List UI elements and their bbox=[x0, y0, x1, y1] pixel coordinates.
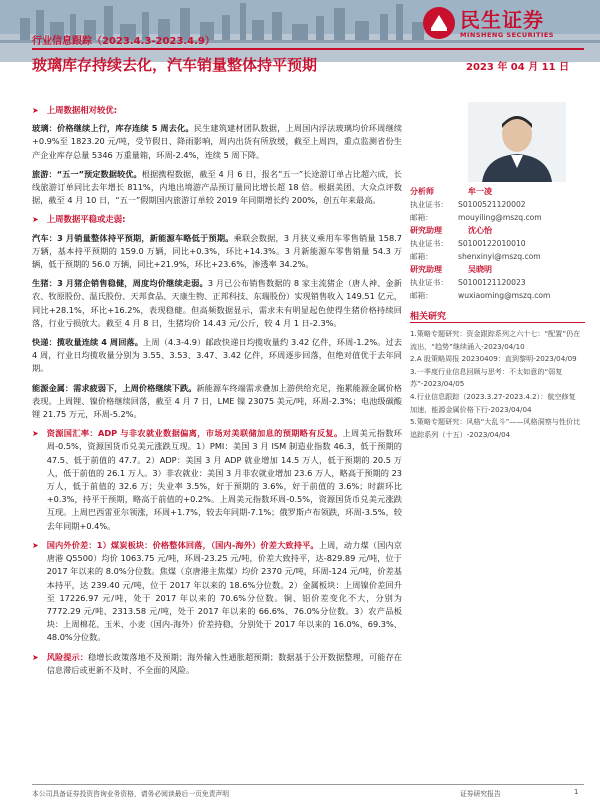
para-lead: 生猪：3 月猪企销售稳健，周度均价继续走弱。 bbox=[32, 278, 208, 289]
analyst-panel bbox=[410, 185, 585, 302]
bullet-item bbox=[32, 539, 402, 645]
cert-number: S0100521120002 bbox=[458, 200, 526, 209]
report-tag: 行业信息跟踪（2023.4.3-2023.4.9） bbox=[32, 36, 215, 47]
logo-text-en: MINSHENG SECURITIES bbox=[460, 31, 554, 39]
analyst-photo bbox=[468, 102, 566, 182]
related-research-title: 相关研究 bbox=[410, 312, 447, 322]
paragraph bbox=[32, 232, 402, 272]
bullet-body: 上周美元指数环周-0.5%，资源国货币兑美元涨跌互现。1）PMI：美国 3 月 ISM 制造业指数 46.3，低于预期的 47.5、低于前值的 47.7。2）ADP：美国 3 月 ADP 就业增加 14.5 万人，低于预期的 20.5 万人，低于前值的 26.1 万人。3）非农就业：美国 3 月非农就业增加 23.6 万人，略高于预期的 23 万人，低于前值的 32.6 万；失业率 3.5%，好于预期的 3.6%，好于前值的 3.6%；时薪环比+0.3%，持平于预期，略高于前值的+0.2%。上周美元指数环周-0.5%，资源国货币兑美元涨跌互现。上周巴西雷亚尔领涨，环周+1.7%，较去年同期-7.1%；俄罗斯卢布领跌，环周-3.5%，较去年同期+0.4%。 bbox=[46, 428, 402, 531]
bullet-item bbox=[32, 651, 402, 677]
related-research-item[interactable]: 2.A 股策略周报 20230409：直到黎明-2023/04/09 bbox=[410, 354, 577, 364]
section-heading bbox=[32, 104, 402, 117]
related-divider bbox=[410, 322, 585, 323]
logo-mark-icon bbox=[422, 6, 456, 40]
related-research-item[interactable]: 1.策略专题研究：资金跟踪系列之六十七：“配置”仍在流出，“趋势”继续涌入-2023/04/10 bbox=[410, 329, 581, 351]
arrow-right-icon: ➤ bbox=[32, 215, 39, 225]
analyst-name: 沈心怡 bbox=[468, 226, 492, 235]
para-lead: 旅游：“五一”预定数据较优。 bbox=[32, 168, 142, 179]
para-lead: 能源金属：需求疲弱下，上周价格继续下跌。 bbox=[32, 382, 197, 393]
section-title: 上周数据相对较优: bbox=[46, 105, 118, 115]
related-research-list bbox=[410, 328, 582, 441]
report-date: 2023 年 04 月 11 日 bbox=[466, 62, 570, 73]
email-label: 邮箱： bbox=[410, 291, 433, 300]
email-link[interactable]: mouyiling@mszq.com bbox=[458, 213, 542, 222]
paragraph bbox=[32, 382, 402, 422]
paragraph bbox=[32, 168, 402, 208]
email-link[interactable]: shenxinyi@mszq.com bbox=[458, 252, 541, 261]
analyst-role: 研究助理 bbox=[410, 226, 442, 235]
bullet-item bbox=[32, 427, 402, 533]
main-content bbox=[32, 98, 402, 683]
para-body: 民生建筑建材团队数据，上周国内浮法玻璃均价环周继续+0.9%至 1823.20 元/吨，受节假日、降雨影响，周内出货有所放缓，截至上周四，重点监测省份生产企业库存总量 5346 万重量箱，环周-2.4%，连续 5 周下降。 bbox=[32, 123, 402, 160]
footer-disclaimer: 本公司具备证券投资咨询业务资格，请务必阅读最后一页免责声明 bbox=[32, 790, 230, 798]
para-lead: 玻璃：价格继续上行，库存连续 5 周去化。 bbox=[32, 123, 194, 134]
page-number: 1 bbox=[574, 788, 579, 796]
para-body: 3 月已公布销售数据的 8 家主流猪企（唐人神、金新农、牧原股份、温氏股份、天邦食品、天康生物、正邦科技、东瑞股份）实现销售收入 149.51 亿元，同比+28.1%，环比+16.2%，表现稳健。但高频数据显示，需求未有明显起色使得生猪价格持续回落，行业亏损放大。截至 4 月 8 日，生猪均价 14.43 元/公斤，较 4 月 1 日-2.3%。 bbox=[32, 278, 402, 328]
para-lead: 快递：揽收量连续 4 周回落。 bbox=[32, 337, 144, 348]
arrow-right-icon: ➤ bbox=[32, 429, 39, 439]
related-research-item[interactable]: 5.策略专题研究：风格“大乱斗”——风格洞察与性价比追踪系列（十五）-2023/04/04 bbox=[410, 417, 581, 439]
para-body: 上周（4.3-4.9）邮政快递日均揽收量约 3.42 亿件，环周-1.2%。过去 4 周，行业日均揽收量分别为 3.55、3.53、3.47、3.42 亿件，环周逐步回落，但绝对值优于去年同期。 bbox=[32, 337, 403, 374]
para-body: 新能源车终端需求叠加上游供给充足，拖累能源金属价格表现。上周锂、镍价格继续回落，截至 4 月 7 日，LME 镍 23075 美元/吨，环周-2.3%；电池级碳酸锂 21.75 万元，环周-5.2%。 bbox=[32, 382, 402, 420]
arrow-right-icon: ➤ bbox=[32, 106, 39, 115]
analyst-block bbox=[410, 263, 585, 302]
avatar bbox=[468, 102, 566, 182]
section-title: 上周数据平稳或走弱: bbox=[46, 214, 126, 225]
analyst-role: 分析师 bbox=[410, 187, 434, 196]
section-heading bbox=[32, 213, 402, 226]
footer-report-type: 证券研究报告 bbox=[460, 790, 501, 798]
email-label: 邮箱： bbox=[410, 213, 433, 222]
analyst-name: 牟一凌 bbox=[468, 187, 492, 196]
analyst-role: 研究助理 bbox=[410, 265, 442, 274]
email-link[interactable]: wuxiaoming@mszq.com bbox=[458, 291, 551, 300]
logo-text-cn: 民生证券 bbox=[460, 8, 544, 32]
para-body: 根据携程数据，截至 4 月 6 日，报名“五一”长途游订单占比超六成，长线旅游订单同比去年增长 811%，内地出境游产品预订量同比增长超 18 倍。根据美团、大众点评数据，截至 4 月 10 日，“五一”假期国内旅游订单较 2019 年同期增长约 200%，创五年来最高。 bbox=[32, 168, 402, 206]
cert-number: S0100122010010 bbox=[458, 239, 526, 248]
bullet-lead: 国内外价差：1）煤炭板块：价格整体回落，（国内-海外）价差大致持平。 bbox=[46, 539, 319, 550]
paragraph bbox=[32, 122, 402, 162]
arrow-right-icon: ➤ bbox=[32, 540, 39, 550]
bullet-body: 上周，动力煤（国内京唐港 Q5500）均价 1063.75 元/吨，环周-23.25 元/吨，价差大致持平，达-829.89 元/吨，位于 2017 年以来的 8.0%分位数。焦煤（京唐港主焦煤）均价 2370 元/吨，环周-124 元/吨，价差基本持平，达 239.40 元/吨，位于 2017 年以来的 18.6%分位数。2）金属板块：上周镍价差回升至 17226.97 元/吨，处于 2017 年以来的 70.6%分位数。铜、铝价差变化不大，分别为 7772.29 元/吨、2313.58 元/吨，处于 2017 年以来的 66.6%、76.0%分位数。3）农产品板块：上周棉花、玉米、小麦（国内-海外）价差持稳，分别处于 2017 年以来的 16.0%、69.3%、48.0%分位数。 bbox=[46, 539, 402, 643]
arrow-right-icon: ➤ bbox=[32, 652, 39, 662]
cert-label: 执业证书： bbox=[410, 278, 448, 287]
bullet-lead: 资源国汇率：ADP 与非农就业数据偏离，市场对美联储加息的预期略有反复。 bbox=[46, 428, 343, 439]
analyst-block bbox=[410, 185, 585, 224]
cert-number: S0100121120023 bbox=[458, 278, 526, 287]
bullet-lead: 风险提示： bbox=[46, 651, 89, 662]
para-lead: 汽车：3 月销量整体持平预期，新能源车略低于预期。 bbox=[32, 232, 234, 243]
bullet-body: 稳增长政策落地不及预期；海外输入性通胀超预期；数据基于公开数据整理，可能存在信息滞后或更新不及时、不全面的风险。 bbox=[46, 651, 402, 675]
para-body: 乘联会数据，3 月狭义乘用车零售销量 158.7 万辆，基本持平预期的 159.0 万辆，同比+0.3%，环比+14.3%。3 月新能源车零售销量 54.3 万辆，低于预期的 56.0 万辆，同比+21.9%，环比+23.6%，渗透率 34.2%。 bbox=[32, 232, 402, 270]
email-label: 邮箱： bbox=[410, 252, 433, 261]
paragraph bbox=[32, 336, 402, 376]
cert-label: 执业证书： bbox=[410, 200, 448, 209]
related-research-item[interactable]: 4.行业信息跟踪（2023.3.27-2023.4.2）：航空修复加速，能源金属价格下行-2023/04/04 bbox=[410, 391, 576, 414]
report-title: 玻璃库存持续去化，汽车销量整体持平预期 bbox=[32, 56, 318, 74]
analyst-block bbox=[410, 224, 585, 263]
cert-label: 执业证书： bbox=[410, 239, 448, 248]
company-logo bbox=[422, 4, 592, 46]
analyst-name: 吴晓明 bbox=[468, 265, 492, 274]
footer-divider bbox=[32, 784, 584, 785]
related-research-item[interactable]: 3.一季度行业信息回顾与思考：不太如意的“弱复苏”-2023/04/05 bbox=[410, 366, 563, 389]
paragraph bbox=[32, 277, 402, 330]
header-divider bbox=[32, 48, 584, 50]
